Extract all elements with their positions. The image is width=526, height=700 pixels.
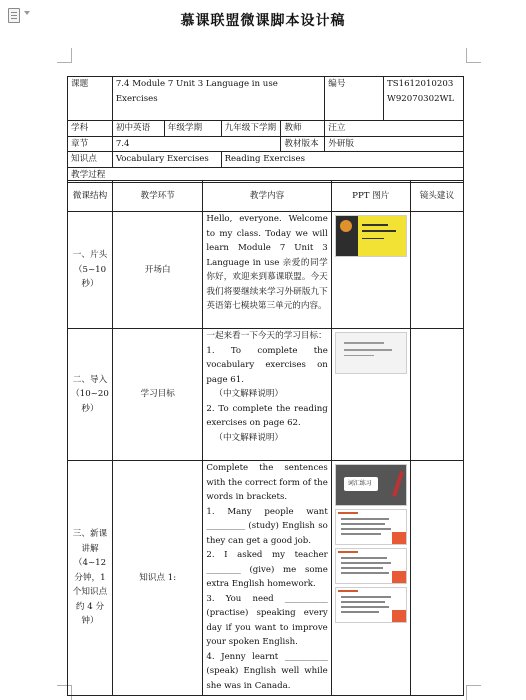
edition-label: 教材版本 [281,136,325,152]
code-value-line-2: W92070302WL [387,93,455,104]
subject-label: 学科 [68,121,113,137]
ppt-thumbnail-6 [335,587,407,623]
ppt-thumbnail-3-label: 词汇练习 [347,480,372,487]
header-step: 教学环节 [112,181,202,212]
goals-intro: 一起来看一下今天的学习目标： [206,331,327,341]
row-structure: 二、导入（10~20 秒） [68,329,113,461]
row-structure: 一、片头（5~10 秒） [68,212,113,329]
crop-mark-top-left [57,48,72,63]
row-step: 开场白 [112,212,202,329]
row-step: 学习目标 [112,329,202,461]
ppt-thumbnail-1 [335,215,407,257]
ppt-thumbnail-4 [335,509,407,545]
table-row [68,461,464,696]
goal-2-note: （中文解释说明） [214,432,284,443]
grade-label: 年级学期 [164,121,221,137]
header-ppt: PPT 图片 [331,181,410,212]
row-structure: 三、新课讲解（4~12 分钟，1 个知识点约 4 分钟） [68,461,113,696]
chapter-value: 7.4 [112,136,281,152]
row-ppt [331,212,410,329]
code-label: 编号 [325,77,384,121]
grade-value: 九年级下学期 [221,121,281,137]
course-info-table [67,76,464,183]
knowledge-label: 知识点 [68,152,113,168]
document-title: 慕课联盟微课脚本设计稿 [180,13,346,29]
row-camera [410,212,463,329]
sentence-2: 2. I asked my teacher ________ (give) me some extra English homework. [206,550,328,589]
header-structure: 微课结构 [68,181,113,212]
row-step: 知识点 1: [112,461,202,696]
topic-label: 课题 [68,77,113,121]
code-value-line-1: TS1612010203 [387,79,454,89]
ppt-thumbnail-5 [335,548,407,584]
knowledge-value-2: Reading Exercises [221,152,463,168]
exercise-instructions: Complete the sentences with the correct form of the words in brackets. [206,463,328,502]
header-content: 教学内容 [203,181,331,212]
row-content: Hello, everyone. Welcome to my class. Today we will learn Module 7 Unit 3 Language in use 亲爱的同学你好，欢迎来到慕课联盟。今天我们将要继续来学习外研版九下英语第七模块第三单元的内容。 [203,212,331,329]
goal-1: 1. To complete the vocabulary exercises on page 61. [206,345,328,385]
row-ppt [331,329,410,461]
teacher-label: 教师 [281,121,325,137]
crop-mark-bottom-right [466,685,481,700]
teacher-value: 汪立 [325,121,464,137]
chapter-label: 章节 [68,136,113,152]
sentence-3: 3. You need __________ (practise) speaking every day if you want to improve your spoken English. [206,593,328,647]
row-camera [410,329,463,461]
row-content [203,329,331,461]
sentence-1: 1. Many people want _________ (study) English so they can get a good job. [206,506,328,546]
subject-value: 初中英语 [112,121,164,137]
table-row [68,329,464,461]
goal-2: 2. To complete the reading exercises on page 62. [206,403,328,428]
lesson-script-table [67,180,464,696]
topic-value: 7.4 Module 7 Unit 3 Language in use Exercises [112,77,324,121]
ppt-thumbnail-3 [335,464,407,506]
process-label: 教学过程 [68,167,464,183]
crop-mark-top-right [466,48,481,63]
sentence-4: 4. Jenny learnt __________ (speak) English well while she was in Canada. [206,651,328,691]
edition-value: 外研版 [325,136,464,152]
ppt-thumbnail-2 [335,332,407,374]
knowledge-value-1: Vocabulary Exercises [112,152,221,168]
code-value [384,77,464,121]
row-camera [410,461,463,696]
header-camera: 镜头建议 [410,181,463,212]
goal-1-note: （中文解释说明） [214,389,284,399]
row-content [203,461,331,696]
row-ppt [331,461,410,696]
table-row [68,212,464,329]
